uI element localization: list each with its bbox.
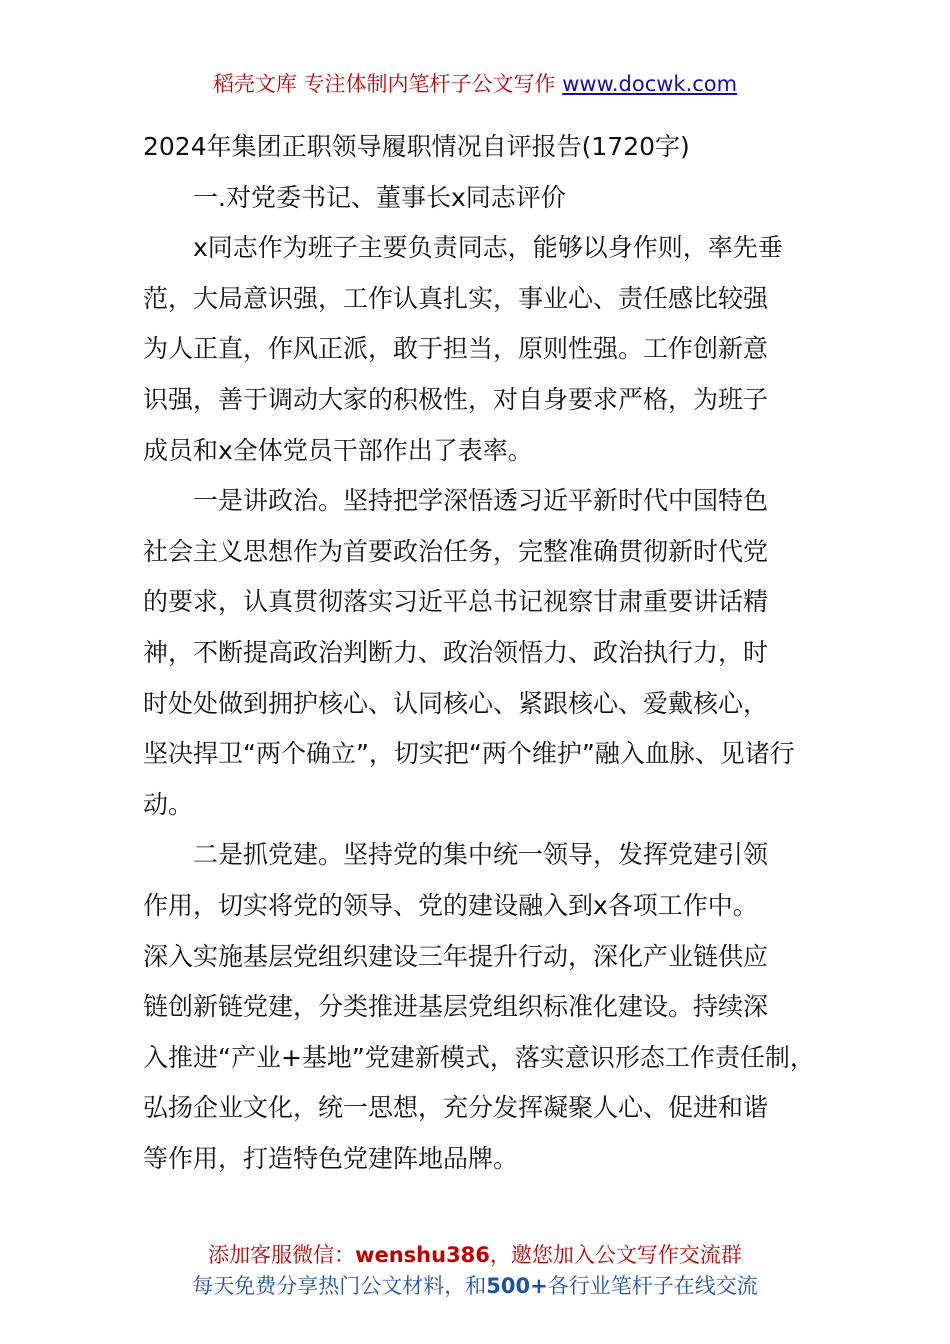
paragraph-line: 等作用，打造特色党建阵地品牌。: [143, 1143, 519, 1173]
paragraph-line: 弘扬企业文化，统一思想，充分发挥凝聚人心、促进和谐: [143, 1093, 769, 1123]
header-link[interactable]: www.docwk.com: [562, 72, 738, 96]
paragraph-3: [143, 830, 843, 1184]
paragraph-line: 动。: [143, 789, 194, 819]
paragraph-line: 二是抓党建。坚持党的集中统一领导，发挥党建引领: [193, 840, 769, 870]
paragraph-line: 一是讲政治。坚持把学深悟透习近平新时代中国特色: [193, 486, 769, 516]
paragraph-2: [143, 476, 843, 830]
paragraph-line: 链创新链党建，分类推进基层党组织标准化建设。持续深: [143, 992, 769, 1022]
page-footer: [0, 1240, 950, 1302]
paragraph-line: 坚决捍卫“两个确立”，切实把“两个维护”融入血脉、见诸行: [143, 739, 795, 769]
paragraph-line: 识强，善于调动大家的积极性，对自身要求严格，为班子: [143, 384, 769, 414]
paragraph-line: 作用，切实将党的领导、党的建设融入到x各项工作中。: [143, 890, 758, 920]
paragraph-line: 时处处做到拥护核心、认同核心、紧跟核心、爱戴核心，: [143, 688, 769, 718]
paragraph-line: 成员和x全体党员干部作出了表率。: [143, 435, 533, 465]
footer-share-suffix: 各行业笔杆子在线交流: [547, 1274, 758, 1298]
paragraph-line: 入推进“产业+基地”党建新模式，落实意识形态工作责任制，: [143, 1042, 815, 1072]
document-body: [143, 122, 843, 1184]
footer-share-prefix: 每天免费分享热门公文材料，和: [192, 1274, 487, 1298]
paragraph-line: 社会主义思想作为首要政治任务，完整准确贯彻新时代党: [143, 536, 769, 566]
document-title: 2024年集团正职领导履职情况自评报告(1720字): [143, 132, 690, 161]
footer-wechat-id: wenshu386: [355, 1243, 490, 1267]
paragraph-line: 为人正直，作风正派，敢于担当，原则性强。工作创新意: [143, 334, 769, 364]
page-header: [0, 68, 950, 100]
paragraph-line: 深入实施基层党组织建设三年提升行动，深化产业链供应: [143, 941, 769, 971]
paragraph-line: x同志作为班子主要负责同志，能够以身作则，率先垂: [193, 233, 783, 263]
header-text: 稻壳文库 专注体制内笔杆子公文写作: [212, 72, 556, 96]
footer-share-count: 500+: [486, 1274, 548, 1298]
paragraph-1: [143, 223, 843, 476]
paragraph-line: 神，不断提高政治判断力、政治领悟力、政治执行力，时: [143, 637, 769, 667]
paragraph-line: 的要求，认真贯彻落实习近平总书记视察甘肃重要讲话精: [143, 587, 769, 617]
footer-wechat-prefix: 添加客服微信：: [208, 1243, 356, 1267]
footer-line-2: [0, 1271, 950, 1302]
paragraph-line: 范，大局意识强，工作认真扎实，事业心、责任感比较强: [143, 283, 769, 313]
section-heading: 一.对党委书记、董事长x同志评价: [193, 182, 566, 212]
footer-line-1: [0, 1240, 950, 1271]
footer-wechat-suffix: ，邀您加入公文写作交流群: [489, 1243, 742, 1267]
